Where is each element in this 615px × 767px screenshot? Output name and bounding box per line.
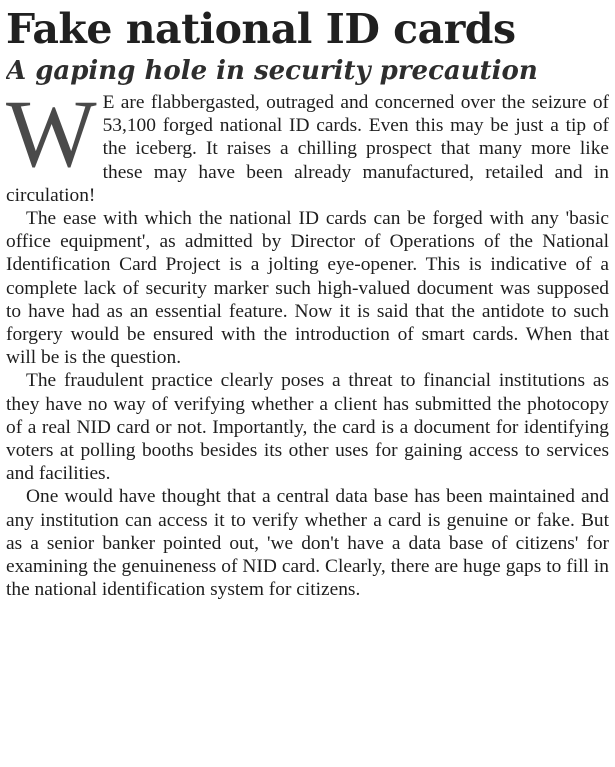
paragraph-2: The ease with which the national ID cards can be forged with any 'basic office equipment', as admitted by Director of Operations of the National Identification Card Project is a jolting eye-opener. This is indicative of a complete lack of security marker such high-valued document was supposed to have had as an essential feature. Now it is said that the antidote to such forgery would be ensured with the introduction of smart cards. When that will be is the question. xyxy=(6,208,609,369)
article-body xyxy=(6,80,609,601)
editorial-article xyxy=(6,0,609,767)
paragraph-4: One would have thought that a central data base has been maintained and any institution can access it to verify whether a card is genuine or fake. But as a senior banker pointed out, 'we don't have a data base of citizens' for examining the genuineness of NID card. Clearly, there are huge gaps to fill in the national identification system for citizens. xyxy=(6,486,609,601)
subheadline: A gaping hole in security precaution xyxy=(6,56,538,86)
drop-cap: W xyxy=(6,80,97,187)
headline: Fake national ID cards xyxy=(6,5,516,53)
paragraph-1-text: E are flabbergasted, outraged and concerned over the seizure of 53,100 forged national ID cards. Even this may be just a tip of the iceberg. It raises a chilling prospect that many more like these may have been already manufactured, retailed and in circulation! xyxy=(6,92,609,206)
paragraph-3: The fraudulent practice clearly poses a threat to financial institutions as they have no way of verifying whether a client has submitted the photocopy of a real NID card or not. Importantly, the card is a document for identifying voters at polling booths besides its other uses for gaining access to services and facilities. xyxy=(6,370,609,485)
paragraph-1 xyxy=(6,80,609,207)
